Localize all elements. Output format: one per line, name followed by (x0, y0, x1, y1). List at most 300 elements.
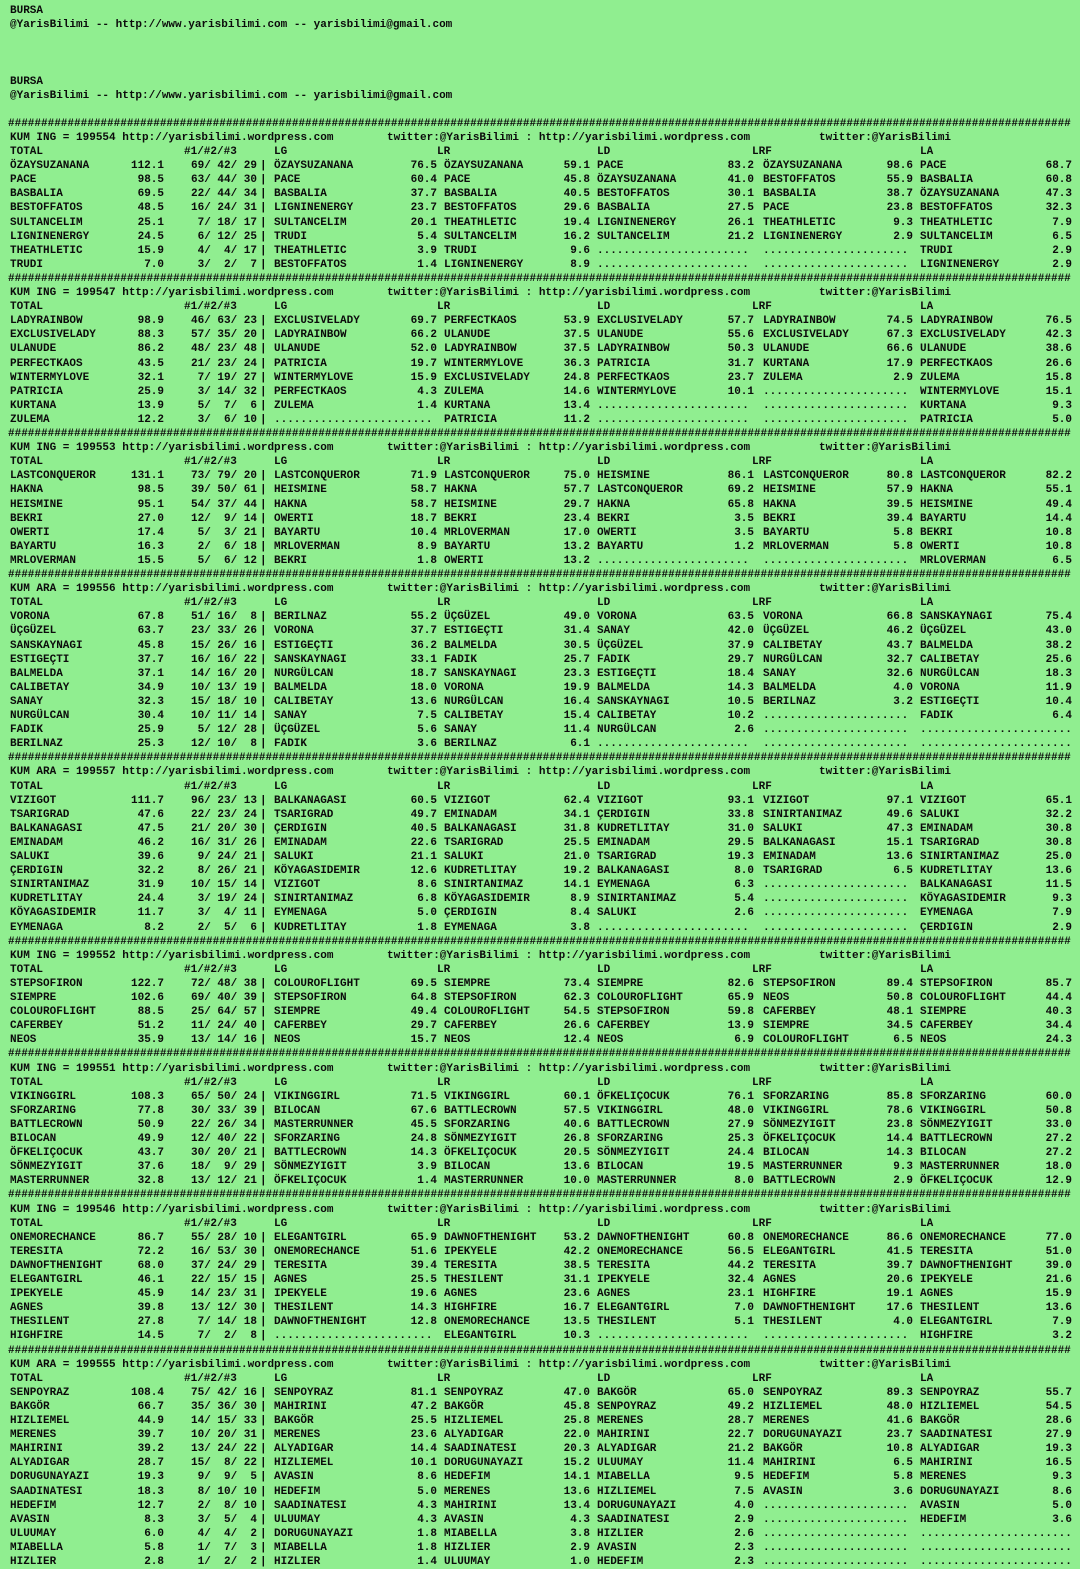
column-header-row (0, 300, 1080, 314)
score-value: 10.5 (727, 695, 754, 708)
horse-name: VIKINGGIRL (920, 1104, 987, 1117)
empty-cell-dots: ....................... (597, 1330, 749, 1343)
horse-name: CALIBETAY (444, 710, 504, 722)
horse-name: SENPOYRAZ (920, 1386, 980, 1399)
horse-name: DORUGUNAYAZI (920, 1485, 1000, 1498)
score-value: 1.4 (417, 399, 437, 412)
horse-name: ALYADIGAR (10, 1457, 70, 1470)
score-value: 3.6 (417, 738, 437, 751)
rank-counts: 54/ 37/ 44 (191, 498, 258, 511)
horse-name: MERENES (274, 1429, 321, 1442)
score-value: 49.4 (410, 1006, 437, 1019)
score-value: 17.6 (886, 1302, 913, 1315)
column-header: LA (920, 963, 934, 976)
score-value: 41.0 (727, 174, 754, 187)
twitter-handle: twitter:@YarisBilimi : http://yarisbilimi.wordpress.com (387, 442, 751, 455)
separator-hashes: ################################################################################################################################################################# (8, 1189, 1071, 1202)
horse-name: LIGNINENERGY (444, 258, 524, 271)
score-value: 9.3 (893, 1161, 913, 1174)
score-value: 25.5 (410, 1274, 437, 1286)
rank-counts: 3/ 6/ 10 (191, 413, 258, 426)
empty-cell-dots: ...................... (763, 921, 909, 934)
total-score: 39.8 (137, 1302, 164, 1315)
column-header: LG (274, 1076, 288, 1089)
score-value: 3.6 (1052, 1513, 1072, 1526)
score-value: 26.8 (563, 1133, 590, 1145)
horse-name: CAFERBEY (763, 1006, 816, 1019)
score-value: 75.0 (563, 470, 590, 483)
score-value: 6.8 (417, 893, 437, 906)
column-divider: | (260, 188, 267, 201)
score-value: 24.3 (1045, 1034, 1072, 1047)
horse-name: ÖZAYSUZANANA (444, 160, 524, 173)
section-label: KUM ING = 199546 http://yarisbilimi.wordpress.com (10, 1203, 334, 1216)
horse-name: BAYARTU (597, 540, 644, 553)
score-value: 51.6 (410, 1245, 437, 1258)
horse-name: ÇERDIGIN (920, 921, 973, 934)
rank-counts: 37/ 24/ 29 (191, 1259, 258, 1272)
horse-name: KÖYAGASIDEMIR (920, 893, 1006, 906)
horse-name: SIEMPRE (763, 1020, 810, 1033)
horse-name: ELEGANTGIRL (763, 1245, 836, 1258)
horse-name: ZULEMA (274, 399, 314, 412)
column-header: LR (437, 456, 451, 469)
score-value: 13.6 (886, 851, 913, 863)
total-score: 131.1 (130, 470, 164, 483)
horse-name: AVASIN (763, 1485, 803, 1498)
horse-name: MIABELLA (274, 1541, 327, 1554)
score-value: 52.0 (410, 343, 437, 356)
horse-name: OWERTI (597, 526, 637, 539)
score-value: 37.5 (563, 329, 590, 342)
score-value: 71.9 (410, 470, 437, 483)
horse-name: SULTANCELIM (597, 230, 670, 243)
horse-name: AGNES (597, 1288, 631, 1301)
rank-counts: 16/ 24/ 31 (191, 202, 258, 215)
twitter-handle-2: twitter:@YarisBilimi (819, 131, 952, 144)
score-value: 19.3 (1045, 1443, 1072, 1456)
total-score: 102.6 (130, 992, 164, 1004)
score-value: 13.6 (1045, 865, 1072, 878)
twitter-handle: twitter:@YarisBilimi : http://yarisbilimi.wordpress.com (387, 1062, 751, 1075)
horse-name: NEOS (597, 1034, 624, 1047)
horse-name: CALIBETAY (597, 710, 657, 722)
column-header: LD (597, 456, 611, 469)
column-divider: | (260, 1274, 267, 1286)
horse-name: AGNES (274, 1274, 308, 1286)
horse-name: LIGNINENERGY (597, 216, 677, 229)
stat-row (0, 1442, 1080, 1456)
column-divider: | (260, 1330, 267, 1343)
horse-name: MERENES (763, 1415, 810, 1427)
total-score: 15.9 (137, 244, 164, 257)
horse-name: FADIK (597, 653, 631, 666)
horse-name: PACE (274, 174, 301, 187)
horse-name: VIZIGOT (597, 794, 644, 807)
stat-row (0, 1259, 1080, 1273)
column-divider: | (260, 357, 267, 370)
horse-name: STEPSOFIRON (444, 992, 517, 1004)
horse-name: VORONA (920, 681, 960, 694)
empty-cell-dots: ........................ (274, 413, 433, 426)
horse-name: HAKNA (597, 498, 631, 511)
empty-cell-dots: ...................... (763, 413, 909, 426)
horse-name: EXCLUSIVELADY (444, 371, 530, 384)
rank-counts: 5/ 6/ 12 (191, 554, 258, 567)
horse-name: BATTLECROWN (274, 1147, 347, 1160)
score-value: 15.4 (563, 710, 590, 722)
horse-name: KÖYAGASIDEMIR (444, 893, 530, 906)
column-header: LD (597, 146, 611, 158)
score-value: 18.7 (410, 512, 437, 525)
horse-name: ÖFKELIÇOCUK (597, 1090, 670, 1103)
twitter-handle-2: twitter:@YarisBilimi (819, 442, 952, 455)
score-value: 98.6 (886, 160, 913, 173)
score-value: 37.7 (410, 188, 437, 201)
column-header: LRF (752, 780, 772, 793)
horse-name: MRLOVERMAN (444, 526, 511, 539)
stat-row (0, 794, 1080, 808)
horse-name: NEOS (920, 1034, 947, 1047)
score-value: 60.1 (563, 1090, 590, 1103)
rank-counts: 10/ 11/ 14 (191, 710, 258, 722)
horse-name: TSARIGRAD (444, 836, 504, 849)
page-title: BURSA (10, 75, 44, 88)
stat-row (0, 244, 1080, 258)
stat-row (0, 723, 1080, 737)
horse-name: THESILENT (920, 1302, 980, 1315)
stat-row (0, 681, 1080, 695)
horse-name: VORONA (274, 625, 314, 638)
total-score: 48.5 (137, 202, 164, 215)
horse-name: SANAY (597, 625, 631, 638)
horse-name: PERFECTKAOS (274, 385, 347, 398)
horse-name: AGNES (10, 1302, 44, 1315)
stat-row (0, 1132, 1080, 1146)
total-score: 108.3 (130, 1090, 164, 1103)
score-value: 31.1 (563, 1274, 590, 1286)
horse-name: PACE (444, 174, 471, 187)
horse-name: ÜÇGÜZEL (10, 625, 57, 638)
score-value: 45.5 (410, 1118, 437, 1131)
horse-name: FADIK (920, 710, 954, 722)
score-value: 32.7 (886, 653, 913, 666)
horse-name: SINIRTANIMAZ (763, 808, 843, 821)
score-value: 65.1 (1045, 794, 1072, 807)
stat-row (0, 906, 1080, 920)
horse-name: NEOS (444, 1034, 471, 1047)
horse-name: KURTANA (920, 399, 967, 412)
score-value: 22.7 (727, 1429, 754, 1442)
column-header-row (0, 963, 1080, 977)
score-value: 3.5 (734, 526, 754, 539)
horse-name: ÇERDIGIN (444, 907, 497, 920)
score-value: 21.2 (727, 230, 754, 243)
stat-row (0, 1118, 1080, 1132)
score-value: 38.7 (886, 188, 913, 201)
column-divider: | (260, 1499, 267, 1512)
horse-name: STEPSOFIRON (10, 977, 83, 990)
empty-cell-dots: ...................... (763, 907, 909, 920)
score-value: 2.6 (734, 724, 754, 737)
horse-name: SAADINATESI (597, 1513, 670, 1526)
stat-row (0, 610, 1080, 624)
total-score: 13.9 (137, 399, 164, 412)
score-value: 12.4 (563, 1034, 590, 1047)
score-value: 55.6 (727, 329, 754, 342)
stat-row (0, 864, 1080, 878)
score-value: 14.3 (410, 1302, 437, 1315)
section-header (0, 1203, 1080, 1217)
horse-name: BASBALIA (597, 202, 650, 215)
horse-name: KURTANA (444, 399, 491, 412)
stat-row (0, 357, 1080, 371)
horse-name: BESTOFFATOS (274, 258, 347, 271)
score-value: 42.2 (563, 1245, 590, 1258)
horse-name: HIZLIER (274, 1556, 321, 1568)
horse-name: PERFECTKAOS (920, 357, 993, 370)
score-value: 26.1 (727, 216, 754, 229)
column-header: LR (437, 1217, 451, 1230)
horse-name: DORUGUNAYAZI (444, 1457, 524, 1470)
stat-row (0, 1019, 1080, 1033)
column-divider: | (260, 216, 267, 229)
horse-name: HIZLIEMEL (763, 1400, 823, 1413)
score-value: 2.3 (734, 1556, 754, 1568)
column-divider: | (260, 526, 267, 539)
horse-name: MIABELLA (597, 1471, 650, 1484)
rank-counts: 8/ 10/ 10 (191, 1485, 258, 1498)
column-divider: | (260, 893, 267, 906)
horse-name: ÜÇGÜZEL (763, 625, 810, 638)
score-value: 14.4 (410, 1443, 437, 1456)
total-score: 43.7 (137, 1147, 164, 1160)
score-value: 15.2 (563, 1457, 590, 1470)
rank-counts: 7/ 14/ 18 (191, 1316, 258, 1329)
rank-counts: 9/ 24/ 21 (191, 851, 258, 863)
horse-name: AVASIN (274, 1471, 314, 1484)
score-value: 13.6 (1045, 1302, 1072, 1315)
score-value: 31.4 (563, 625, 590, 638)
horse-name: LASTCONQUEROR (274, 470, 360, 483)
score-value: 67.6 (410, 1104, 437, 1117)
total-score: 8.3 (144, 1513, 164, 1526)
score-value: 5.0 (417, 1485, 437, 1498)
score-value: 39.7 (886, 1259, 913, 1272)
score-value: 3.8 (570, 921, 590, 934)
score-value: 56.5 (727, 1245, 754, 1258)
score-value: 23.7 (727, 371, 754, 384)
horse-name: BATTLECROWN (597, 1118, 670, 1131)
horse-name: ULANUDE (274, 343, 321, 356)
horse-name: HIZLIER (10, 1556, 57, 1568)
stat-row (0, 709, 1080, 723)
score-value: 8.4 (570, 907, 590, 920)
horse-name: THEATHLETIC (763, 216, 836, 229)
horse-name: BEKRI (763, 512, 797, 525)
horse-name: ULUUMAY (10, 1527, 57, 1540)
horse-name: ALYADIGAR (444, 1429, 504, 1442)
horse-name: THEATHLETIC (10, 244, 83, 257)
column-header: #1/#2/#3 (184, 597, 237, 610)
score-value: 60.4 (410, 174, 437, 187)
score-value: 60.0 (1045, 1090, 1072, 1103)
score-value: 32.3 (1045, 202, 1072, 215)
horse-name: ZULEMA (10, 413, 50, 426)
stat-row (0, 808, 1080, 822)
score-value: 65.8 (727, 498, 754, 511)
horse-name: SAADINATESI (444, 1443, 517, 1456)
total-score: 44.9 (137, 1415, 164, 1427)
score-value: 38.6 (1045, 343, 1072, 356)
score-value: 20.6 (886, 1274, 913, 1286)
horse-name: COLOUROFLIGHT (10, 1006, 96, 1019)
horse-name: KUDRETLITAY (920, 865, 993, 878)
horse-name: AVASIN (920, 1499, 960, 1512)
column-divider: | (260, 1118, 267, 1131)
total-score: 7.0 (144, 258, 164, 271)
score-value: 5.8 (893, 1471, 913, 1484)
score-value: 7.0 (734, 1302, 754, 1315)
score-value: 14.6 (563, 385, 590, 398)
stat-row (0, 1555, 1080, 1569)
column-divider: | (260, 879, 267, 892)
score-value: 39.0 (1045, 1259, 1072, 1272)
score-value: 28.7 (727, 1415, 754, 1427)
column-divider: | (260, 1429, 267, 1442)
rank-counts: 65/ 50/ 24 (191, 1090, 258, 1103)
score-value: 2.3 (734, 1541, 754, 1554)
score-value: 77.0 (1045, 1231, 1072, 1244)
score-value: 66.2 (410, 329, 437, 342)
horse-name: TRUDI (444, 244, 478, 257)
column-header-row (0, 1076, 1080, 1090)
score-value: 1.4 (417, 1556, 437, 1568)
horse-name: ULANUDE (763, 343, 810, 356)
horse-name: HEDEFIM (10, 1499, 57, 1512)
horse-name: BAYARTU (10, 540, 57, 553)
horse-name: SAADINATESI (10, 1485, 83, 1498)
page-title: BURSA (10, 5, 44, 17)
column-divider: | (260, 611, 267, 624)
horse-name: IPEKYELE (10, 1288, 63, 1301)
separator-hashes: ################################################################################################################################################################# (8, 935, 1071, 948)
rank-counts: 46/ 63/ 23 (191, 315, 258, 328)
stat-row (0, 526, 1080, 540)
score-value: 65.0 (727, 1386, 754, 1399)
score-value: 4.0 (893, 681, 913, 694)
stat-row (0, 737, 1080, 751)
column-divider: | (260, 202, 267, 215)
horse-name: SALUKI (763, 822, 803, 835)
horse-name: SALUKI (597, 907, 637, 920)
rank-counts: 72/ 48/ 38 (191, 977, 258, 990)
horse-name: MASTERRUNNER (597, 1175, 677, 1188)
column-divider: | (260, 343, 267, 356)
horse-name: TERESITA (10, 1245, 63, 1258)
horse-name: MERENES (10, 1429, 57, 1442)
horse-name: SALUKI (920, 808, 960, 821)
horse-name: ELEGANTGIRL (444, 1330, 517, 1343)
column-divider: | (260, 413, 267, 426)
horse-name: STEPSOFIRON (274, 992, 347, 1004)
score-value: 7.9 (1052, 907, 1072, 920)
score-value: 65.9 (410, 1231, 437, 1244)
score-value: 23.7 (410, 202, 437, 215)
horse-name: SANSKAYNAGI (597, 695, 670, 708)
column-header: LA (920, 456, 934, 469)
horse-name: SANAY (274, 710, 308, 722)
empty-cell-dots: ...................... (763, 1513, 909, 1526)
horse-name: PERFECTKAOS (10, 357, 83, 370)
column-header: LA (920, 597, 934, 610)
column-header: LRF (752, 146, 772, 158)
score-value: 38.2 (1045, 639, 1072, 652)
score-value: 1.8 (417, 921, 437, 934)
horse-name: MERENES (597, 1415, 644, 1427)
score-value: 85.8 (886, 1090, 913, 1103)
horse-name: EXCLUSIVELADY (920, 329, 1006, 342)
total-score: 111.7 (130, 794, 164, 807)
column-header: LR (437, 597, 451, 610)
score-value: 11.2 (563, 413, 590, 426)
horse-name: PATRICIA (444, 413, 497, 426)
column-divider: | (260, 1316, 267, 1329)
horse-name: EXCLUSIVELADY (274, 315, 360, 328)
horse-name: SANSKAYNAGI (274, 653, 347, 666)
score-value: 5.0 (417, 907, 437, 920)
score-value: 9.6 (570, 244, 590, 257)
total-score: 30.4 (137, 710, 164, 722)
score-value: 10.1 (727, 385, 754, 398)
horse-name: SFORZARING (10, 1104, 77, 1117)
horse-name: NURGÜLCAN (763, 653, 823, 666)
horse-name: THESILENT (763, 1316, 823, 1329)
column-divider: | (260, 1231, 267, 1244)
rank-counts: 1/ 7/ 3 (191, 1541, 258, 1554)
total-score: 5.8 (144, 1541, 164, 1554)
column-divider: | (260, 977, 267, 990)
column-divider: | (260, 1288, 267, 1301)
score-value: 50.3 (727, 343, 754, 356)
stat-row (0, 1513, 1080, 1527)
column-header: LD (597, 301, 611, 314)
horse-name: MASTERRUNNER (10, 1175, 90, 1188)
total-score: 32.2 (137, 865, 164, 878)
horse-name: SANSKAYNAGI (10, 639, 83, 652)
total-score: 37.1 (137, 667, 164, 680)
separator-hashes: ################################################################################################################################################################# (8, 1048, 1071, 1061)
total-score: 72.2 (137, 1245, 164, 1258)
horse-name: ALYADIGAR (920, 1443, 980, 1456)
horse-name: WINTERMYLOVE (274, 371, 354, 384)
column-header: LD (597, 963, 611, 976)
stat-row (0, 991, 1080, 1005)
rank-counts: 35/ 36/ 30 (191, 1400, 258, 1413)
column-header: LD (597, 1217, 611, 1230)
horse-name: LASTCONQUEROR (444, 470, 530, 483)
horse-name: NEOS (10, 1034, 37, 1047)
score-value: 17.9 (886, 357, 913, 370)
score-value: 57.7 (563, 484, 590, 497)
horse-name: PATRICIA (920, 413, 973, 426)
column-header: LG (274, 301, 288, 314)
score-value: 62.3 (563, 992, 590, 1004)
stat-row (0, 1301, 1080, 1315)
rank-counts: 22/ 26/ 34 (191, 1118, 258, 1131)
horse-name: HIZLIEMEL (274, 1457, 334, 1470)
horse-name: SINIRTANIMAZ (597, 893, 677, 906)
